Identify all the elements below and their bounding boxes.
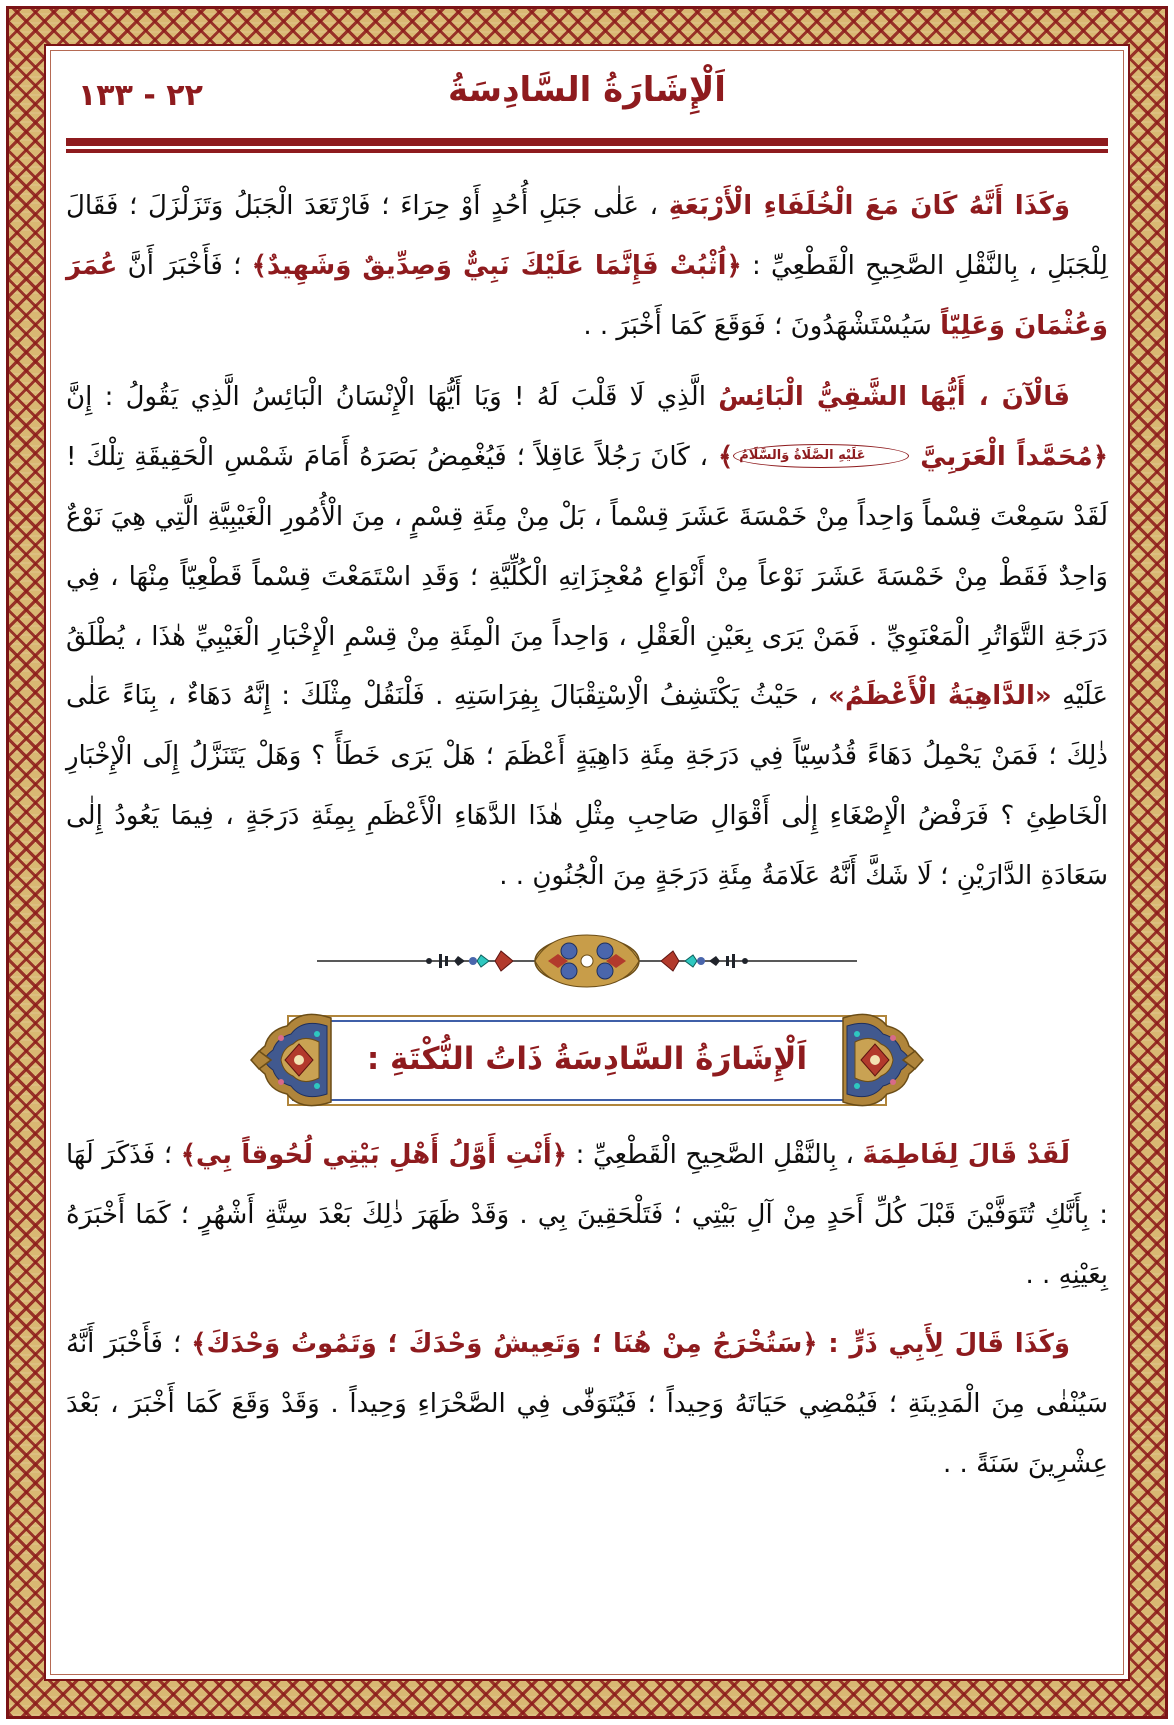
rule-thick	[66, 138, 1108, 146]
heading-blue-border	[292, 1020, 882, 1101]
epithet-red: «الدَّاهِيَةُ الْأَعْظَمُ»	[828, 681, 1052, 712]
body-text: ؛ فَأَخْبَرَ أَنَّ	[117, 250, 252, 281]
name-quote-open: ﴿مُحَمَّداً الْعَرَبِيَّ	[909, 442, 1108, 473]
lead-in-red: فَالْآنَ ، أَيُّهَا الشَّقِيُّ الْبَائِسُ	[718, 382, 1070, 413]
paragraph-abu-dharr	[66, 1315, 1108, 1494]
rule-thin	[66, 149, 1108, 153]
header-divider-rules	[66, 138, 1108, 153]
floral-divider-icon	[317, 933, 857, 989]
lead-in-red: وَكَذَا قَالَ لِأَبِي ذَرٍّ :	[817, 1329, 1071, 1360]
paragraph-address	[66, 368, 1108, 906]
heading-gold-border	[287, 1015, 887, 1106]
paragraph-fatima	[66, 1126, 1108, 1305]
lead-in-red: وَكَذَا أَنَّهُ كَانَ مَعَ الْخُلَفَاءِ الْأَرْبَعَةِ	[668, 191, 1070, 221]
names-red: عُمَرَ وَعُثْمَانَ وَعَلِيّاً	[66, 250, 1108, 341]
page-number: ٢٢ - ١٣٣	[78, 78, 203, 113]
arabesque-medallion-icon	[841, 1004, 927, 1116]
body-text: ، عَلٰى جَبَلِ أُحُدٍ أَوْ حِرَاءَ ؛ فَارْتَعَدَ الْجَبَلُ وَتَزَلْزَلَ ؛ فَقَالَ لِلْجَبَلِ ، بِالنَّقْلِ الصَّحِيحِ الْقَطْعِيِّ :	[66, 191, 1108, 281]
body-text: ؛ فَأَخْبَرَ أَنَّهُ سَيُنْفٰى مِنَ الْمَدِينَةِ ؛ فَيُمْضِي حَيَاتَهُ وَحِيداً ؛ فَيُتَوَفّٰى فِي الصَّحْرَاءِ وَحِيداً . وَقَدْ وَقَعَ كَمَا أَخْبَرَ ، بَعْدَ عِشْرِينَ سَنَةً . .	[66, 1329, 1108, 1479]
section-heading-box	[287, 1015, 887, 1106]
body-text: ؛ فَذَكَرَ لَهَا : بِأَنَّكِ تُتَوَفَّيْنَ قَبْلَ كُلِّ أَحَدٍ مِنْ آلِ بَيْتِي ؛ فَتَلْحَقِينَ بِي . وَقَدْ ظَهَرَ ذٰلِكَ بَعْدَ سِتَّةِ أَشْهُرٍ ؛ كَمَا أَخْبَرَهُ بِعَيْنِهِ . .	[66, 1139, 1108, 1290]
body-text: سَيُسْتَشْهَدُونَ ؛ فَوَقَعَ كَمَا أَخْبَرَ . .	[583, 310, 941, 341]
paragraph-khulafa	[66, 177, 1108, 356]
name-quote-close: ﴾	[718, 442, 734, 473]
hadith-quote: ﴿أَنْتِ أَوَّلُ أَهْلِ بَيْتِي لُحُوقاً بِي﴾	[180, 1139, 568, 1170]
honorific-calligraphy: عَلَيْهِ الصَّلَاةُ وَالسَّلَامُ	[733, 444, 909, 468]
page-title: اَلْإِشَارَةُ السَّادِسَةُ	[448, 70, 726, 110]
hadith-quote: ﴿سَتُخْرَجُ مِنْ هُنَا ؛ وَتَعِيشُ وَحْدَكَ ؛ وَتَمُوتُ وَحْدَكَ﴾	[191, 1329, 818, 1360]
section-heading-text: اَلْإِشَارَةُ السَّادِسَةُ ذَاتُ النُّكْتَةِ :	[366, 1040, 808, 1077]
lead-in-red: لَقَدْ قَالَ لِفَاطِمَةَ	[862, 1139, 1071, 1170]
body-text: ، بِالنَّقْلِ الصَّحِيحِ الْقَطْعِيِّ :	[567, 1139, 863, 1170]
body-text: ، كَانَ رَجُلاً عَاقِلاً ؛ فَيُغْمِضُ بَصَرَهُ أَمَامَ شَمْسِ الْحَقِيقَةِ تِلْكَ ! لَقَدْ سَمِعْتَ قِسْماً وَاحِداً مِنْ خَمْسَةَ عَشَرَ قِسْماً ، بَلْ مِنْ مِئَةِ قِسْمٍ ، مِنَ الْأُمُورِ الْغَيْبِيَّةِ الَّتِي هِيَ نَوْعٌ وَاحِدٌ فَقَطْ مِنْ خَمْسَةَ عَشَرَ نَوْعاً مِنْ أَنْوَاعِ مُعْجِزَاتِهِ الْكُلِّيَّةِ ؛ وَقَدِ اسْتَمَعْتَ قِسْماً قَطْعِيّاً مِنْهَا ، فِي دَرَجَةِ التَّوَاتُرِ الْمَعْنَوِيِّ . فَمَنْ يَرَى بِعَيْنِ الْعَقْلِ ، وَاحِداً مِنَ الْمِئَةِ مِنْ قِسْمِ الْإِخْبَارِ الْغَيْبِيِّ هٰذَا ، يُطْلَقُ عَلَيْهِ	[66, 442, 1109, 712]
page-header	[66, 68, 1108, 126]
arabesque-medallion-icon	[247, 1004, 333, 1116]
page-content	[52, 52, 1122, 1673]
body-text: ، حَيْثُ يَكْتَشِفُ الْاِسْتِقْبَالَ بِفِرَاسَتِهِ . فَلْنَقُلْ مِثْلَكَ : إِنَّهُ دَهَاءٌ ، بِنَاءً عَلٰى ذٰلِكَ ؛ فَمَنْ يَحْمِلُ دَهَاءً قُدُسِيّاً فِي دَرَجَةِ مِئَةِ دَاهِيَةٍ أَعْظَمَ ؛ هَلْ يَرَى خَطَأً ؟ وَهَلْ يَتَنَزَّلُ إِلَى الْإِخْبَارِ الْخَاطِئِ ؟ فَرَفْضُ الْإِصْغَاءِ إِلٰى أَقْوَالِ صَاحِبِ مِثْلِ هٰذَا الدَّهَاءِ الْأَعْظَمِ بِمِئَةِ دَرَجَةٍ ، فِيمَا يَعُودُ إِلٰى سَعَادَةِ الدَّارَيْنِ ؛ لَا شَكَّ أَنَّهُ عَلَامَةُ مِئَةِ دَرَجَةٍ مِنَ الْجُنُونِ . .	[66, 681, 1108, 891]
body-text: الَّذِي لَا قَلْبَ لَهُ ! وَيَا أَيُّهَا الْإِنْسَانُ الْبَائِسُ الَّذِي يَقُولُ : إِنَّ	[66, 382, 719, 413]
hadith-quote: ﴿اُثْبُتْ فَإِنَّمَا عَلَيْكَ نَبِيٌّ وَصِدِّيقٌ وَشَهِيدٌ﴾	[251, 250, 742, 281]
